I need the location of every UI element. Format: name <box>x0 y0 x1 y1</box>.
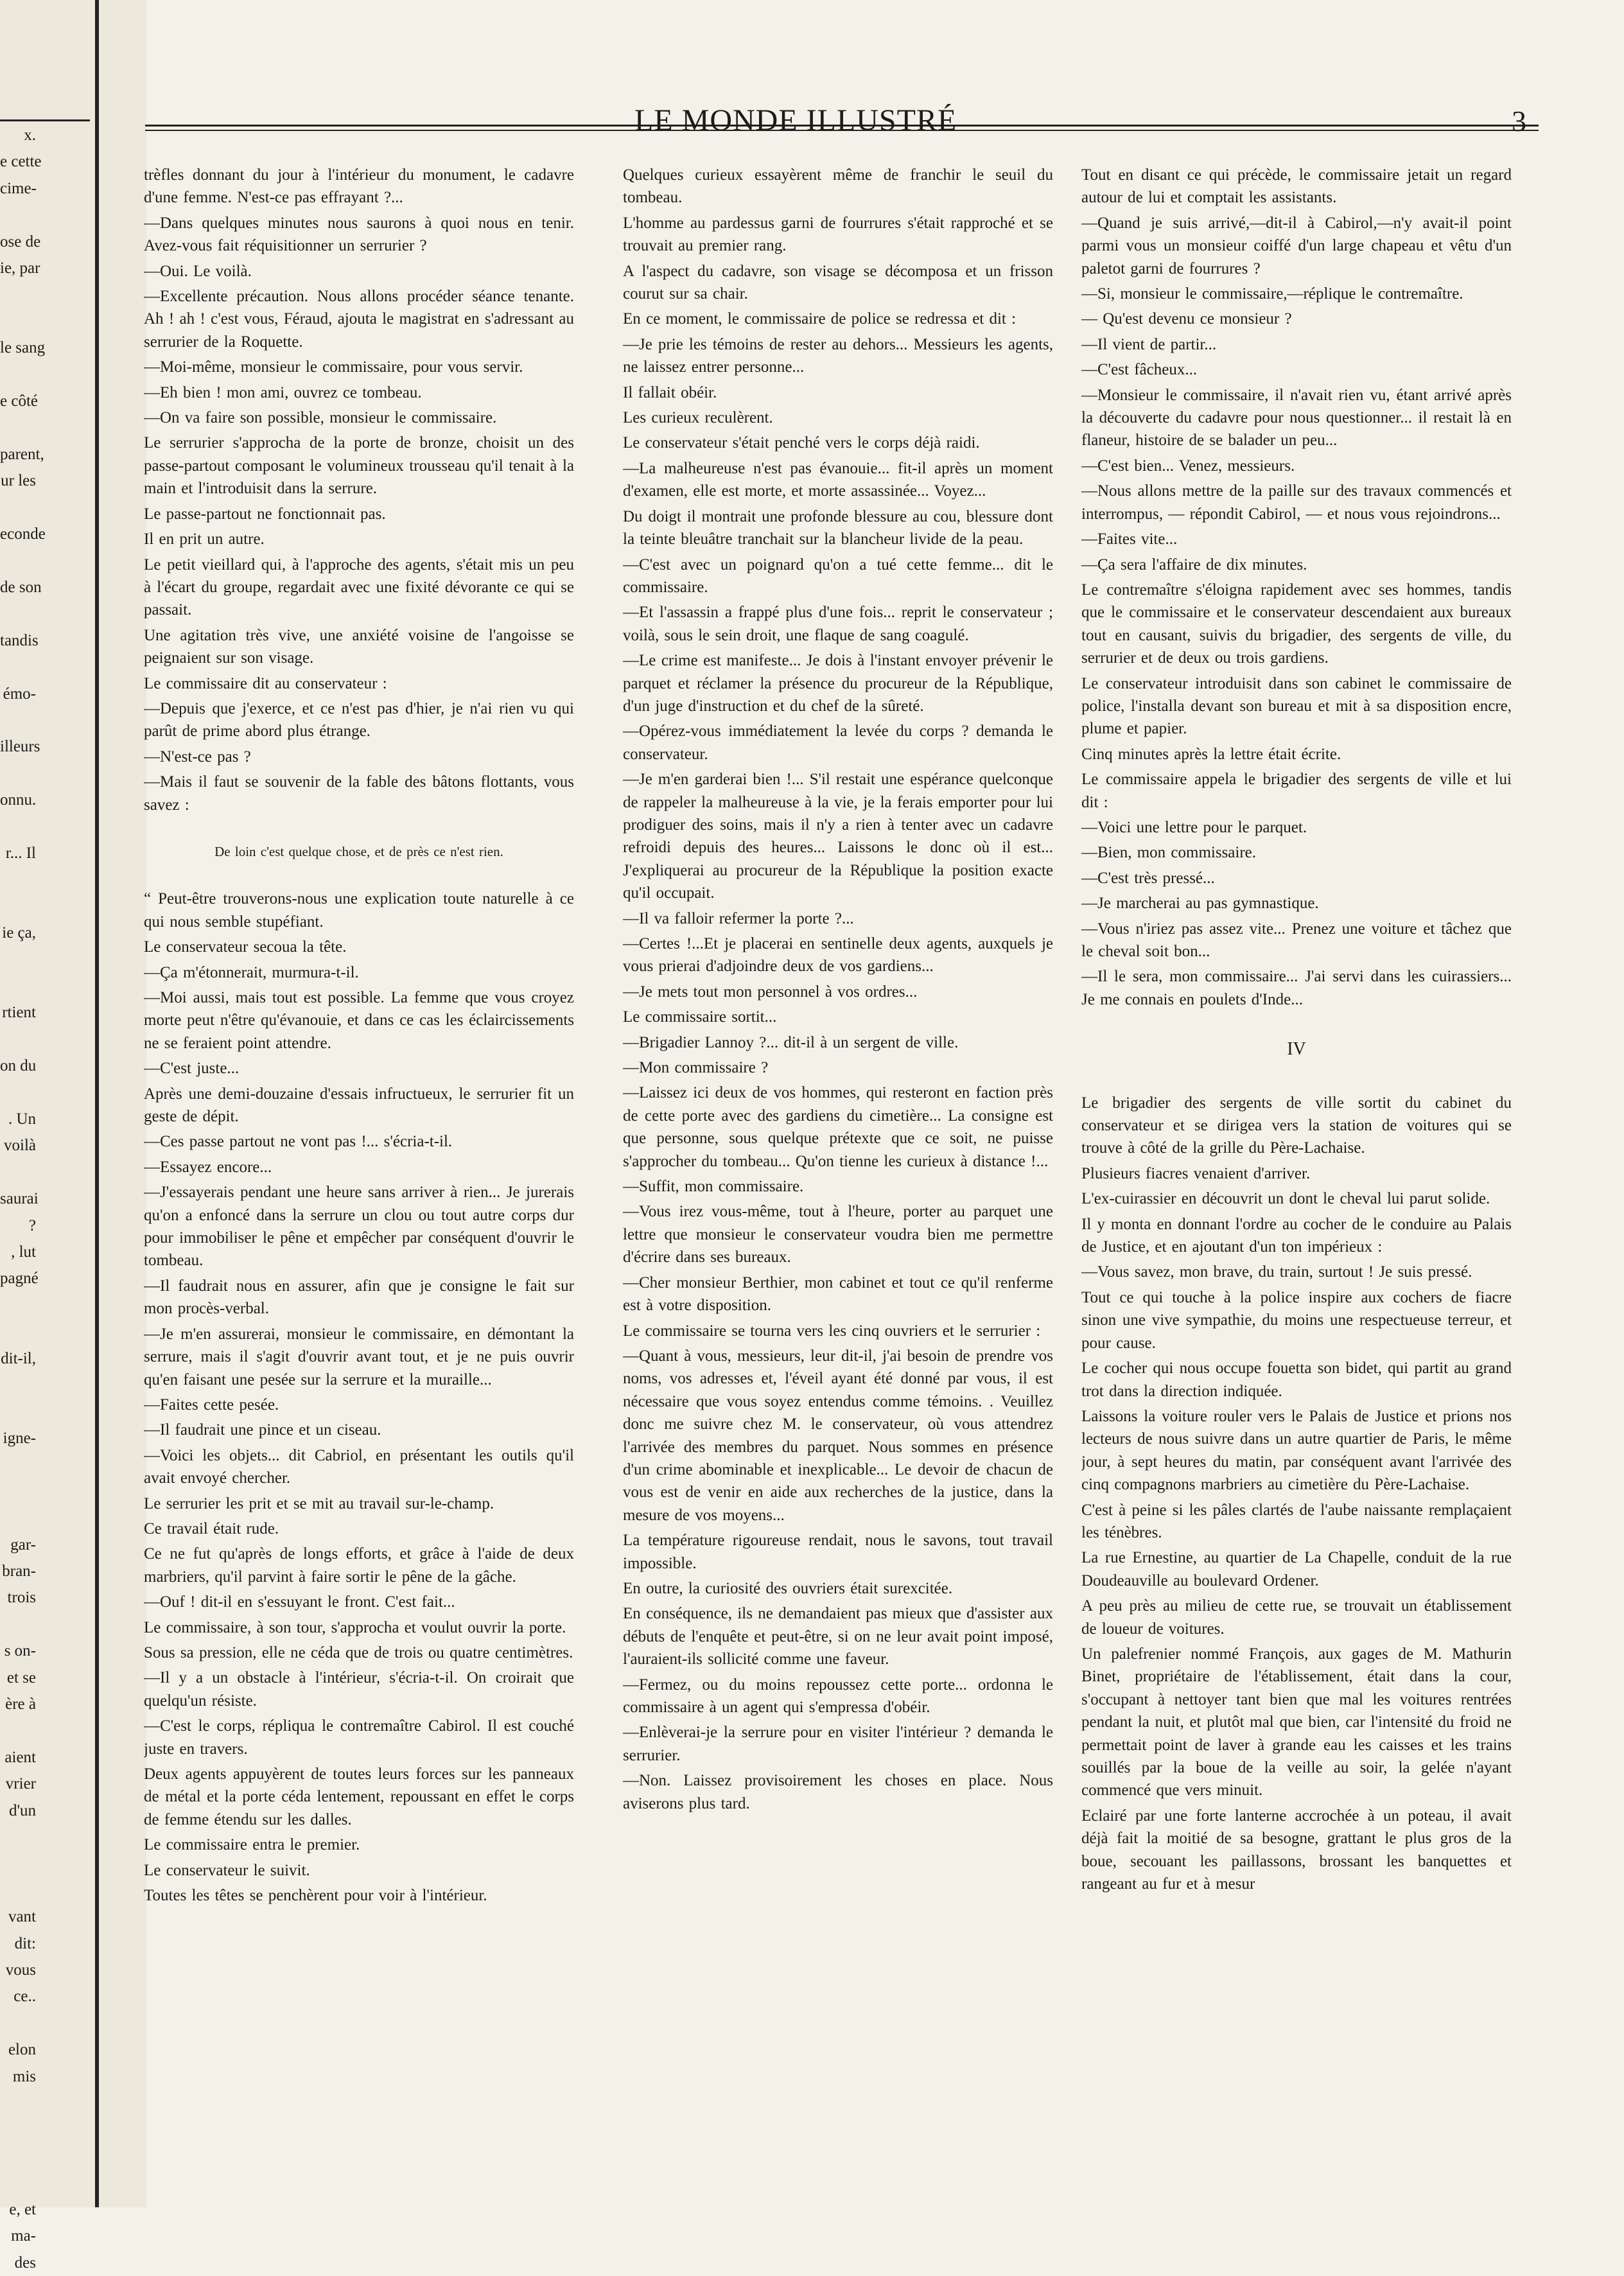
gutter-fragment: ère à <box>5 1695 36 1713</box>
gutter-fragment: aient <box>4 1748 36 1766</box>
paragraph: —C'est avec un poignard qu'on a tué cette femme... dit le commissaire. <box>623 556 1053 596</box>
gutter-fragment: rtient <box>2 1004 36 1022</box>
gutter-fragment: des <box>14 2254 36 2272</box>
gutter-fragment: le sang <box>0 339 46 357</box>
gutter-fragment: et se <box>6 1668 36 1686</box>
paragraph: —Il faudrait nous en assurer, afin que je consigne le fait sur mon procès-verbal. <box>144 1277 574 1318</box>
gutter-fragment: s on- <box>4 1642 36 1660</box>
gutter-fragment: . Un <box>8 1110 36 1128</box>
gutter-fragment: ur les <box>1 472 36 490</box>
gutter-fragment: de son <box>0 578 42 596</box>
gutter-fragment <box>0 947 36 973</box>
paragraph: —Il vient de partir... <box>1081 335 1217 353</box>
gutter-fragment <box>0 1850 36 1877</box>
gutter-fragment <box>0 1292 36 1318</box>
paragraph: —Monsieur le commissaire, il n'avait rien vu, étant arrivé après la découverte du cadavre pour nous questionner... il restait là en flaneur, histoire de se balader un peu... <box>1081 386 1512 450</box>
paragraph: Le serrurier s'approcha de la porte de bronze, choisit un des passe-partout composant le volumineux trousseau qu'il tenait à la main et l'introduisit dans la serrure. <box>144 434 574 498</box>
paragraph: C'est à peine si les pâles clartés de l'aube naissante remplaçaient les ténèbres. <box>1081 1501 1512 1541</box>
paragraph: Sous sa pression, elle ne céda que de trois ou quatre centimètres. <box>144 1643 573 1661</box>
paragraph: —Ces passe partout ne vont pas !... s'écria-t-il. <box>144 1133 453 1151</box>
gutter-fragment <box>0 2143 36 2169</box>
paragraph: —Je m'en garderai bien !... S'il restait une espérance quelconque de rappeler la malheureuse à la vie, je la ferais emporter pour lui prodiguer des soins, mais il n'y a rien à tenter avec un cadavre refroidi depuis des heures... Laissons le donc où il est... J'expliquerai au procureur de la République la position exacte qu'il occupait. <box>623 771 1053 902</box>
gutter-fragment <box>0 362 36 388</box>
gutter-rule <box>0 119 90 121</box>
paragraph: —Quand je suis arrivé,—dit-il à Cabirol,—n'y avait-il point parmi vous un monsieur coiffé d'un large chapeau et vêtu d'un paletot garni de fourrures ? <box>1081 214 1512 277</box>
gutter-fragment: vant <box>8 1908 36 1926</box>
gutter-fragment <box>0 1451 36 1478</box>
paragraph: —J'essayerais pendant une heure sans arriver à rien... Je jurerais qu'on a enfoncé dans la serrure un clou ou tout autre corps dur pour immobiliser le pêne et empêcher par conséquent d'ouvrir le tombeau. <box>144 1184 574 1270</box>
page-fold-line <box>95 0 99 2207</box>
gutter-fragment: e, et <box>9 2200 36 2218</box>
gutter-fragment: mis <box>12 2067 36 2085</box>
paragraph: — Qu'est devenu ce monsieur ? <box>1081 310 1292 328</box>
paragraph: —Ouf ! dit-il en s'essuyant le front. C'est fait... <box>144 1593 455 1611</box>
paragraph: En outre, la curiosité des ouvriers était surexcitée. <box>623 1579 953 1597</box>
gutter-fragment: , lut <box>11 1243 36 1261</box>
gutter-fragment <box>0 760 36 787</box>
paragraph: —Voici les objets... dit Cabriol, en présentant les outils qu'il avait envoyé chercher. <box>144 1446 574 1487</box>
paragraph: —Brigadier Lannoy ?... dit-il à un sergent de ville. <box>623 1033 959 1051</box>
gutter-fragment <box>0 281 36 308</box>
previous-page-fragments <box>0 122 46 2276</box>
gutter-fragment <box>0 2010 36 2036</box>
paragraph: —Si, monsieur le commissaire,—réplique le contremaître. <box>1081 285 1463 303</box>
gutter-fragment <box>0 866 36 893</box>
paragraph: —Il y a un obstacle à l'intérieur, s'écria-t-il. On croirait que quelqu'un résiste. <box>144 1669 574 1710</box>
paragraph: Du doigt il montrait une profonde blessure au cou, blessure dont la teinte bleuâtre tranchait sur la blancheur livide de la peau. <box>623 507 1053 548</box>
paragraph: Il y monta en donnant l'ordre au cocher de le conduire au Palais de Justice, et en ajoutant d'un ton impérieux : <box>1081 1215 1512 1256</box>
paragraph: Le commissaire appela le brigadier des sergents de ville et lui dit : <box>1081 771 1512 811</box>
gutter-fragment: bran- <box>2 1562 36 1580</box>
paragraph: —N'est-ce pas ? <box>144 748 251 766</box>
gutter-fragment <box>0 1717 36 1744</box>
paragraph: Le commissaire sortit... <box>623 1008 777 1026</box>
paragraph: “ Peut-être trouverons-nous une explication toute naturelle à ce qui nous semble stupéfiant. <box>144 890 574 931</box>
gutter-fragment: igne- <box>3 1429 36 1447</box>
gutter-fragment <box>0 1611 36 1638</box>
paragraph: Le commissaire, à son tour, s'approcha et voulut ouvrir la porte. <box>144 1618 566 1636</box>
paragraph: —Le crime est manifeste... Je dois à l'instant envoyer prévenir le parquet et réclamer la présence du procureur de la République, d'un juge d'instruction et du chef de la sûreté. <box>623 652 1053 715</box>
paragraph: —Et l'assassin a frappé plus d'une fois... reprit le conservateur ; voilà, sous le sein droit, une flaque de sang coagulé. <box>623 604 1053 644</box>
paragraph: —Vous savez, mon brave, du train, surtout ! Je suis pressé. <box>1081 1263 1472 1281</box>
gutter-fragment: illeurs <box>0 738 40 756</box>
paragraph: Le conservateur le suivit. <box>144 1861 310 1879</box>
text-column-3 <box>1081 164 1512 2129</box>
gutter-fragment: gar- <box>10 1536 36 1554</box>
paragraph: Une agitation très vive, une anxiété voisine de l'angoisse se peignaient sur son visage. <box>144 626 574 667</box>
gutter-fragment: saurai <box>0 1190 39 1208</box>
paragraph: —Bien, mon commissaire. <box>1081 844 1257 862</box>
gutter-fragment <box>0 893 36 920</box>
gutter-fragment: e cette <box>0 153 42 171</box>
gutter-fragment <box>0 308 36 335</box>
paragraph: —Dans quelques minutes nous saurons à quoi nous en tenir. Avez-vous fait réquisitionner un serrurier ? <box>144 214 574 255</box>
gutter-fragment: cime- <box>0 179 37 197</box>
gutter-fragment <box>0 1159 36 1186</box>
paragraph: —Je prie les témoins de rester au dehors... Messieurs les agents, ne laissez entrer personne... <box>623 335 1053 376</box>
paragraph: Cinq minutes après la lettre était écrite. <box>1081 745 1341 763</box>
paragraph: A peu près au milieu de cette rue, se trouvait un établissement de loueur de voitures. <box>1081 1597 1512 1638</box>
gutter-fragment: vous <box>5 1961 36 1979</box>
gutter-fragment: ce.. <box>13 1988 36 2006</box>
paragraph: —Vous n'iriez pas assez vite... Prenez une voiture et tâchez que le cheval soit bon... <box>1081 920 1512 960</box>
paragraph: —Mais il faut se souvenir de la fable des bâtons flottants, vous savez : <box>144 773 574 814</box>
gutter-fragment: elon <box>8 2041 36 2059</box>
paragraph: —On va faire son possible, monsieur le commissaire. <box>144 409 497 427</box>
paragraph: —Il va falloir refermer la porte ?... <box>623 909 854 927</box>
paragraph: Le commissaire entra le premier. <box>144 1836 360 1854</box>
paragraph: Tout ce qui touche à la police inspire aux cochers de fiacre sinon une vive sympathie, du moins une respectueuse terreur, et pour cause. <box>1081 1288 1512 1352</box>
paragraph: La température rigoureuse rendait, nous le savons, tout travail impossible. <box>623 1532 1053 1572</box>
gutter-fragment: onnu. <box>0 791 37 809</box>
gutter-fragment <box>0 414 36 441</box>
paragraph: —Quant à vous, messieurs, leur dit-il, j'ai besoin de prendre vos noms, vos adresses et, l'éveil ayant été donné par vous, il est nécessaire que vous soyez entendus comme témoins. . Veuillez donc me suivre chez M. le conservateur, où vous attendrez l'arrivée des membres du parquet. Nous sommes en présence d'un crime abominable et inexplicable... Le devoir de chacun de vous est de venir en aide aux recherches de la justice, dans la mesure de vos moyens... <box>623 1347 1053 1524</box>
paragraph: —Ça sera l'affaire de dix minutes. <box>1081 556 1307 573</box>
gutter-fragment: ma- <box>11 2227 36 2245</box>
text-column-2 <box>623 164 1053 2129</box>
paragraph: —Je m'en assurerai, monsieur le commissaire, en démontant la serrure, mais il s'agit d'ouvrir avant tout, et je ne puis ouvrir qu'en faisant une pesée sur la serrure et la muraille... <box>144 1325 574 1388</box>
gutter-fragment <box>0 2116 36 2142</box>
verse-quote: De loin c'est quelque chose, et de près ce n'est rien. <box>214 843 503 859</box>
paragraph: —Depuis que j'exerce, et ce n'est pas d'hier, je n'ai rien vu qui parût de prime abord plus étrange. <box>144 699 574 740</box>
gutter-fragment <box>0 654 36 680</box>
gutter-fragment: ie, par <box>0 259 40 277</box>
paragraph: —Essayez encore... <box>144 1158 272 1176</box>
gutter-fragment: trois <box>7 1589 36 1607</box>
paragraph: Ce ne fut qu'après de longs efforts, et grâce à l'aide de deux marbriers, qu'il parvint à faire sortir le pêne de la gâche. <box>144 1545 574 1586</box>
gutter-fragment: on du <box>0 1057 37 1075</box>
gutter-fragment <box>0 1505 36 1531</box>
paragraph: Après une demi-douzaine d'essais infructueux, le serrurier fit un geste de dépit. <box>144 1085 574 1126</box>
gutter-fragment: dit: <box>14 1934 36 1952</box>
paragraph: —Enlèverai-je la serrure pour en visiter l'intérieur ? demanda le serrurier. <box>623 1724 1053 1764</box>
gutter-fragment: d'un <box>8 1801 36 1819</box>
paragraph: —Excellente précaution. Nous allons procéder séance tenante. Ah ! ah ! c'est vous, Féraud, ajouta le magistrat en s'adressant au serrurier de la Roquette. <box>144 288 574 351</box>
paragraph: Il en prit un autre. <box>144 530 265 548</box>
paragraph: Le contremaître s'éloigna rapidement avec ses hommes, tandis que le commissaire et le conservateur descendaient aux bureaux tout en causant, suivis du brigadier, des sergents de ville, du serrurier et de deux ou trois gardiens. <box>1081 581 1512 667</box>
paragraph: —Laissez ici deux de vos hommes, qui resteront en faction près de cette porte avec des gardiens du cimetière... La consigne est que personne, sous quelque prétexte que ce soit, ne puisse s'approcher du tombeau... Qu'on tienne les curieux à distance !... <box>623 1084 1053 1170</box>
masthead-title: LE MONDE ILLUSTRÉ <box>634 103 957 137</box>
paragraph: —Moi-même, monsieur le commissaire, pour vous servir. <box>144 358 523 376</box>
paragraph: Il fallait obéir. <box>623 383 717 401</box>
gutter-fragment: r... Il <box>5 844 36 862</box>
paragraph: Le cocher qui nous occupe fouetta son bidet, qui partit au grand trot dans la direction indiquée. <box>1081 1360 1512 1400</box>
paragraph: La rue Ernestine, au quartier de La Chapelle, conduit de la rue Doudeauville au boulevard Ordener. <box>1081 1549 1512 1589</box>
paragraph: A l'aspect du cadavre, son visage se décomposa et un frisson courut sur sa chair. <box>623 262 1053 303</box>
gutter-fragment <box>0 707 36 733</box>
paragraph: Deux agents appuyèrent de toutes leurs forces sur les panneaux de métal et la porte céda lentement, repoussant en effet le corps de femme étendu sur les dalles. <box>144 1765 574 1828</box>
paragraph: —C'est juste... <box>144 1060 240 1078</box>
page-number: 3 <box>1512 105 1526 137</box>
gutter-fragment: econde <box>0 525 46 543</box>
paragraph: Ce travail était rude. <box>144 1519 279 1537</box>
gutter-fragment: ose de <box>0 232 41 250</box>
paragraph: Le passe-partout ne fonctionnait pas. <box>144 505 386 523</box>
paragraph: —Cher monsieur Berthier, mon cabinet et tout ce qu'il renferme est à votre disposition. <box>623 1274 1053 1315</box>
gutter-fragment: ? <box>28 1216 36 1234</box>
paragraph: —C'est le corps, répliqua le contremaître Cabirol. Il est couché juste en travers. <box>144 1717 574 1758</box>
gutter-fragment: ie ça, <box>2 924 36 942</box>
gutter-fragment <box>0 495 36 521</box>
paragraph: Le brigadier des sergents de ville sortit du cabinet du conservateur et se dirigea vers la station de voitures qui se trouve à côté de la grille du Père-Lachaise. <box>1081 1094 1512 1157</box>
paragraph: —Il le sera, mon commissaire... J'ai servi dans les cuirassiers... Je me connais en poulets d'Inde... <box>1081 968 1512 1008</box>
paragraph: L'ex-cuirassier en découvrit un dont le cheval lui parut solide. <box>1081 1190 1490 1208</box>
gutter-fragment <box>0 1824 36 1850</box>
gutter-fragment: tandis <box>0 631 39 649</box>
gutter-fragment <box>0 1026 36 1053</box>
paragraph: Le commissaire dit au conservateur : <box>144 674 387 692</box>
gutter-fragment <box>0 814 36 840</box>
paragraph: —C'est très pressé... <box>1081 869 1215 887</box>
gutter-fragment <box>0 548 36 574</box>
paragraph: Le serrurier les prit et se mit au travail sur-le-champ. <box>144 1494 494 1512</box>
gutter-fragment: dit-il, <box>1 1349 36 1367</box>
gutter-fragment <box>0 600 36 627</box>
gutter-fragment: parent, <box>0 445 44 463</box>
paragraph: —Je mets tout mon personnel à vos ordres... <box>623 983 918 1001</box>
previous-page-gutter <box>0 0 146 2272</box>
paragraph: —Suffit, mon commissaire. <box>623 1178 804 1196</box>
paragraph: Le commissaire se tourna vers les cinq ouvriers et le serrurier : <box>623 1322 1041 1340</box>
paragraph: En conséquence, ils ne demandaient pas mieux que d'assister aux débuts de l'enquête et peut-être, si on ne leur avait point imposé, l'auraient-ils sollicité comme une faveur. <box>623 1605 1053 1668</box>
paragraph: Tout en disant ce qui précède, le commissaire jetait un regard autour de lui et comptait les assistants. <box>1081 166 1512 207</box>
gutter-fragment <box>0 1877 36 1904</box>
paragraph: —Voici une lettre pour le parquet. <box>1081 818 1307 836</box>
paragraph: Plusieurs fiacres venaient d'arriver. <box>1081 1164 1311 1182</box>
paragraph: L'homme au pardessus garni de fourrures s'était rapproché et se trouvait au premier rang. <box>623 214 1053 255</box>
chapter-heading: IV <box>1287 1039 1306 1060</box>
paragraph: Le petit vieillard qui, à l'approche des agents, s'était mis un peu à l'écart du groupe, regardait avec une fixité dévorante ce qui se passait. <box>144 556 574 619</box>
gutter-fragment <box>0 1478 36 1505</box>
gutter-fragment: émo- <box>3 685 36 703</box>
paragraph: —Je marcherai au pas gymnastique. <box>1081 895 1319 913</box>
gutter-fragment: e côté <box>0 392 38 410</box>
paragraph: —Il faudrait une pince et un ciseau. <box>144 1421 381 1439</box>
paragraph: —Moi aussi, mais tout est possible. La femme que vous croyez morte peut n'être qu'évanouie, et dans ce cas les éclaircissements ne se feraient point attendre. <box>144 989 574 1052</box>
gutter-fragment: voilà <box>4 1137 36 1155</box>
paragraph: —Fermez, ou du moins repoussez cette porte... ordonna le commissaire à un agent qui s'empressa d'obéir. <box>623 1676 1053 1716</box>
gutter-fragment <box>0 1080 36 1106</box>
paragraph: Le conservateur introduisit dans son cabinet le commissaire de police, l'installa devant son bureau et mit à sa disposition encre, plume et papier. <box>1081 674 1512 738</box>
paragraph: —Faites cette pesée. <box>144 1396 279 1414</box>
paragraph: —Eh bien ! mon ami, ouvrez ce tombeau. <box>144 383 422 401</box>
paragraph: Toutes les têtes se penchèrent pour voir à l'intérieur. <box>144 1887 487 1905</box>
paragraph: —La malheureuse n'est pas évanouie... fit-il après un moment d'examen, elle est morte, et morte assassinée... Voyez... <box>623 459 1053 500</box>
gutter-fragment <box>0 1372 36 1398</box>
paragraph: Laissons la voiture rouler vers le Palais de Justice et prions nos lecteurs de nous suivre dans un autre quartier de Paris, le même jour, à sept heures du matin, par conséquent avant l'arrivée des cinq compagnons marbriers au cimetière du Père-Lachaise. <box>1081 1407 1512 1494</box>
gutter-fragment <box>0 973 36 999</box>
paragraph: Le conservateur secoua la tête. <box>144 938 347 956</box>
gutter-fragment <box>0 2169 36 2196</box>
paragraph: —Mon commissaire ? <box>623 1059 769 1077</box>
paragraph: —Non. Laissez provisoirement les choses en place. Nous aviserons plus tard. <box>623 1772 1053 1812</box>
gutter-fragment <box>0 1399 36 1425</box>
paragraph: Un palefrenier nommé François, aux gages de M. Mathurin Binet, propriétaire de l'établissement, était dans la cour, s'occupant à nettoyer tant bien que mal les voitures rentrées pendant la nuit, et plutôt mal que bien, car l'intensité du froid ne permettait point de laver à grande eau les caisses et les trains souillés par la boue de la veille au soir, la gelée n'ayant commencé que vers minuit. <box>1081 1645 1512 1799</box>
paragraph: —Nous allons mettre de la paille sur des travaux commencés et interrompus, — répondit Cabirol, — et nous vous rejoindrons... <box>1081 482 1512 523</box>
gutter-fragment: vrier <box>5 1775 36 1793</box>
paragraph: Quelques curieux essayèrent même de franchir le seuil du tombeau. <box>623 166 1053 207</box>
paragraph: trèfles donnant du jour à l'intérieur du monument, le cadavre d'une femme. N'est-ce pas effrayant ?... <box>144 166 574 207</box>
gutter-fragment <box>0 2090 36 2116</box>
paragraph: —C'est bien... Venez, messieurs. <box>1081 457 1295 475</box>
paragraph: —Certes !...Et je placerai en sentinelle deux agents, auxquels je vous prierai d'adjoindre deux de vos gardiens... <box>623 935 1053 976</box>
gutter-fragment <box>0 202 36 228</box>
paragraph: Les curieux reculèrent. <box>623 409 773 427</box>
paragraph: —Faites vite... <box>1081 530 1178 548</box>
paragraph: —Opérez-vous immédiatement la levée du corps ? demanda le conservateur. <box>623 722 1053 763</box>
gutter-fragment: pagné <box>0 1270 39 1288</box>
gutter-fragment <box>0 1318 36 1345</box>
paragraph: Eclairé par une forte lanterne accrochée à un poteau, il avait déjà fait la moitié de sa besogne, grattant le plus gros de la boue, secouant les paillassons, brossant les banquettes et rangeant au fur et à mesur <box>1081 1807 1512 1893</box>
paragraph: En ce moment, le commissaire de police se redressa et dit : <box>623 310 1017 328</box>
paragraph: —Vous irez vous-même, tout à l'heure, porter au parquet une lettre que monsieur le conservateur voudra bien me permettre d'écrire dans ses bureaux. <box>623 1203 1053 1266</box>
paragraph: —Ça m'étonnerait, murmura-t-il. <box>144 963 359 981</box>
paragraph: Le conservateur s'était penché vers le corps déjà raidi. <box>623 434 980 452</box>
paragraph: —C'est fâcheux... <box>1081 361 1198 379</box>
paragraph: —Oui. Le voilà. <box>144 262 252 280</box>
text-column-1 <box>144 164 574 2129</box>
gutter-fragment: x. <box>24 127 36 144</box>
